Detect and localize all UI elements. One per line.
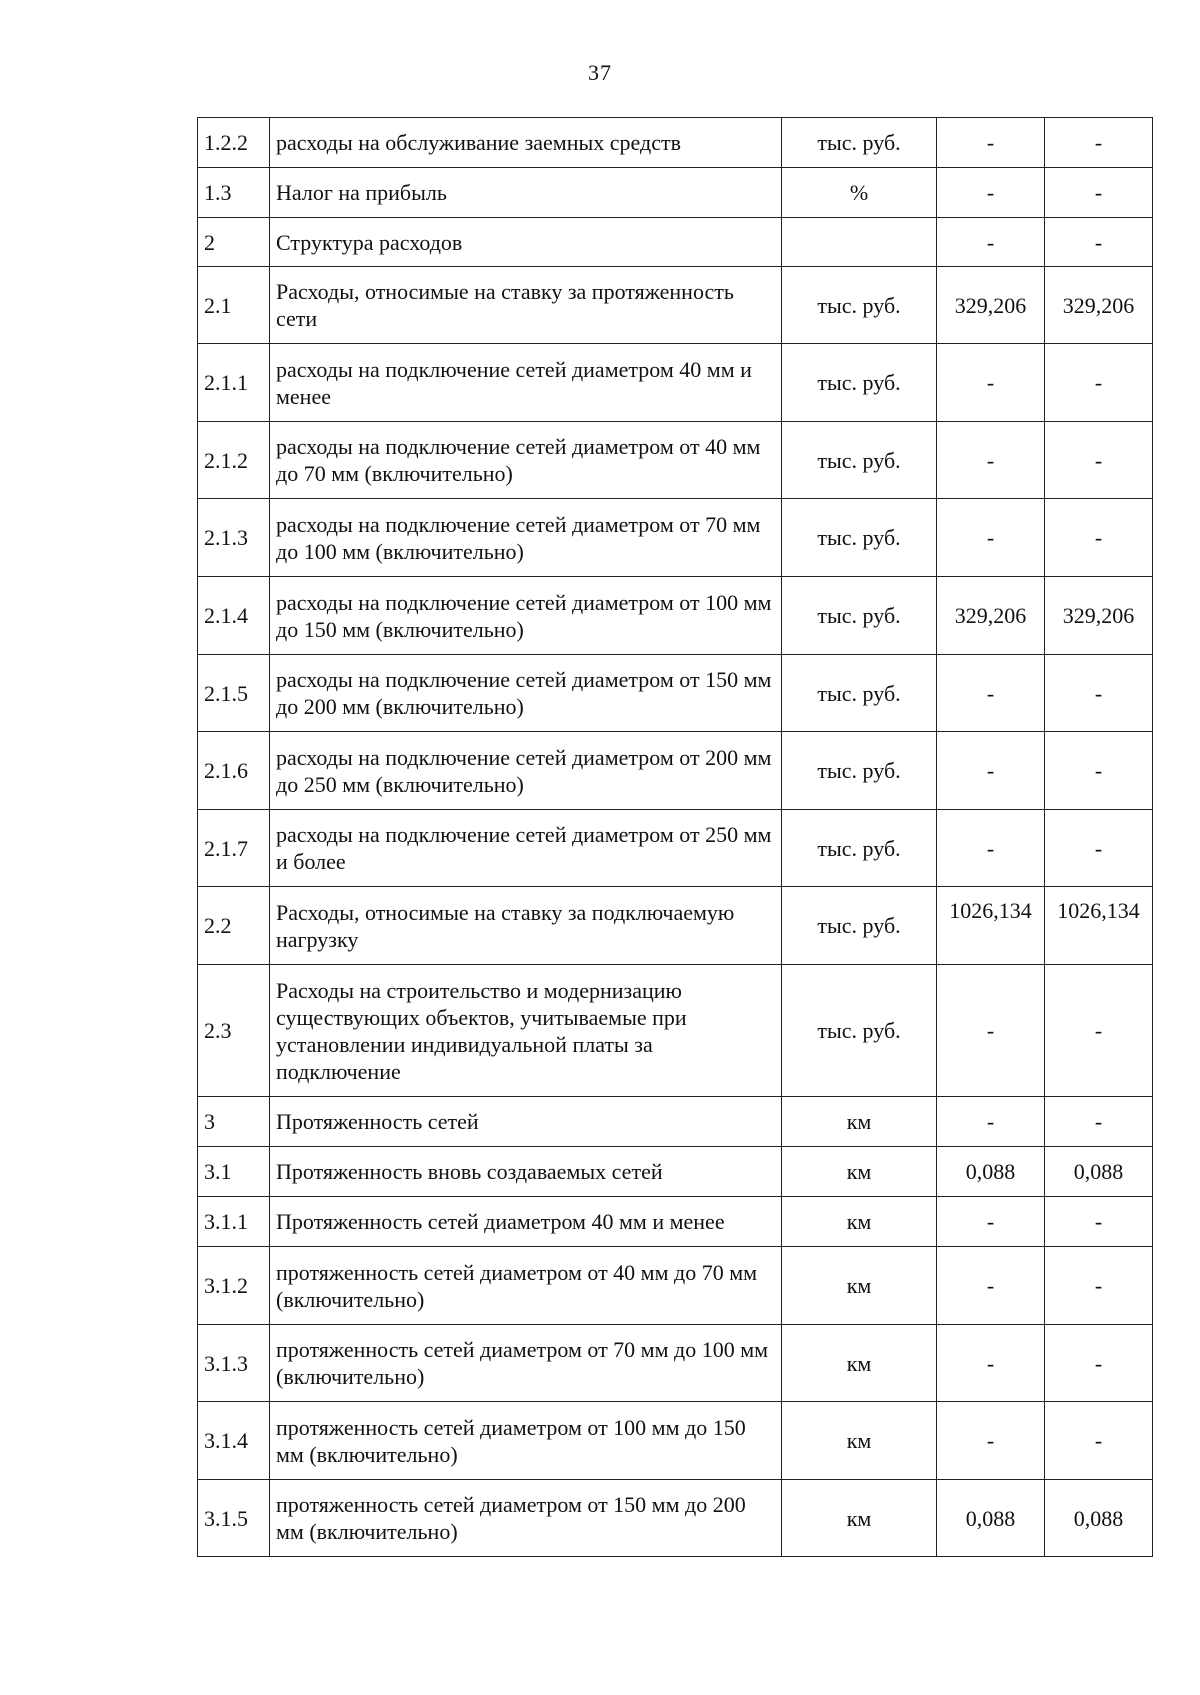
row-name-cell: расходы на подключение сетей диаметром от 150 мм до 200 мм (включительно) — [270, 655, 782, 732]
table-row — [198, 887, 1153, 965]
row-name-cell: Протяженность сетей диаметром 40 мм и менее — [270, 1197, 782, 1247]
row-value-2-cell: - — [1045, 1247, 1153, 1325]
row-number-cell: 2.1.4 — [198, 577, 270, 655]
row-value-1-cell: 329,206 — [937, 577, 1045, 655]
row-value-2-cell: - — [1045, 1402, 1153, 1480]
row-value-1-cell: - — [937, 1325, 1045, 1402]
row-name-cell: расходы на подключение сетей диаметром от 200 мм до 250 мм (включительно) — [270, 732, 782, 810]
row-unit-cell: тыс. руб. — [782, 965, 937, 1097]
row-value-1-cell: 0,088 — [937, 1480, 1045, 1557]
row-unit-cell: тыс. руб. — [782, 887, 937, 965]
table-row — [198, 422, 1153, 499]
row-value-2-cell: - — [1045, 1325, 1153, 1402]
row-unit-cell: тыс. руб. — [782, 655, 937, 732]
row-value-1-cell: - — [937, 422, 1045, 499]
table-row — [198, 732, 1153, 810]
row-name-cell: расходы на подключение сетей диаметром от 250 мм и более — [270, 810, 782, 887]
row-number-cell: 2 — [198, 218, 270, 267]
table-row — [198, 1147, 1153, 1197]
row-value-2-cell: - — [1045, 655, 1153, 732]
row-value-1-cell: 1026,134 — [937, 887, 1045, 965]
row-number-cell: 3.1.5 — [198, 1480, 270, 1557]
row-name-cell: протяженность сетей диаметром от 150 мм до 200 мм (включительно) — [270, 1480, 782, 1557]
row-number-cell: 2.1.1 — [198, 344, 270, 422]
row-value-1-cell: - — [937, 118, 1045, 168]
row-name-cell: протяженность сетей диаметром от 100 мм до 150 мм (включительно) — [270, 1402, 782, 1480]
row-unit-cell: км — [782, 1325, 937, 1402]
row-name-cell: Налог на прибыль — [270, 168, 782, 218]
row-value-1-cell: 0,088 — [937, 1147, 1045, 1197]
row-value-2-cell: - — [1045, 218, 1153, 267]
row-unit-cell: км — [782, 1147, 937, 1197]
table-row — [198, 810, 1153, 887]
row-name-cell: Расходы на строительство и модернизацию существующих объектов, учитываемые при установлении индивидуальной платы за подключение — [270, 965, 782, 1097]
row-value-1-cell: - — [937, 1197, 1045, 1247]
row-unit-cell: тыс. руб. — [782, 577, 937, 655]
table-row — [198, 168, 1153, 218]
table-row — [198, 1402, 1153, 1480]
row-value-2-cell: - — [1045, 118, 1153, 168]
row-name-cell: Расходы, относимые на ставку за протяженность сети — [270, 267, 782, 344]
row-value-2-cell: - — [1045, 810, 1153, 887]
row-unit-cell: км — [782, 1197, 937, 1247]
table-row — [198, 577, 1153, 655]
row-value-2-cell: - — [1045, 168, 1153, 218]
row-value-2-cell: - — [1045, 965, 1153, 1097]
table-row — [198, 655, 1153, 732]
row-number-cell: 3.1.3 — [198, 1325, 270, 1402]
table-row — [198, 1247, 1153, 1325]
row-value-2-cell: - — [1045, 732, 1153, 810]
row-number-cell: 3 — [198, 1097, 270, 1147]
row-unit-cell: тыс. руб. — [782, 118, 937, 168]
row-number-cell: 2.1.6 — [198, 732, 270, 810]
row-value-2-cell: 0,088 — [1045, 1480, 1153, 1557]
row-unit-cell: км — [782, 1097, 937, 1147]
row-value-2-cell: 0,088 — [1045, 1147, 1153, 1197]
row-number-cell: 2.1.5 — [198, 655, 270, 732]
row-name-cell: Структура расходов — [270, 218, 782, 267]
row-unit-cell: тыс. руб. — [782, 344, 937, 422]
row-value-2-cell: 329,206 — [1045, 267, 1153, 344]
table-row — [198, 267, 1153, 344]
row-unit-cell: км — [782, 1402, 937, 1480]
row-unit-cell: тыс. руб. — [782, 422, 937, 499]
row-unit-cell: тыс. руб. — [782, 732, 937, 810]
row-unit-cell: км — [782, 1480, 937, 1557]
row-value-2-cell: 329,206 — [1045, 577, 1153, 655]
row-value-2-cell: - — [1045, 422, 1153, 499]
row-number-cell: 2.2 — [198, 887, 270, 965]
row-number-cell: 2.1.2 — [198, 422, 270, 499]
row-name-cell: Расходы, относимые на ставку за подключаемую нагрузку — [270, 887, 782, 965]
row-value-1-cell: - — [937, 810, 1045, 887]
table-row — [198, 965, 1153, 1097]
row-value-2-cell: 1026,134 — [1045, 887, 1153, 965]
row-number-cell: 1.2.2 — [198, 118, 270, 168]
row-unit-cell: тыс. руб. — [782, 267, 937, 344]
row-name-cell: протяженность сетей диаметром от 40 мм до 70 мм (включительно) — [270, 1247, 782, 1325]
page-number: 37 — [588, 60, 612, 85]
table-row — [198, 218, 1153, 267]
row-value-2-cell: - — [1045, 499, 1153, 577]
row-value-1-cell: - — [937, 965, 1045, 1097]
table-row — [198, 1097, 1153, 1147]
row-unit-cell: тыс. руб. — [782, 810, 937, 887]
row-value-1-cell: - — [937, 1402, 1045, 1480]
row-name-cell: Протяженность сетей — [270, 1097, 782, 1147]
row-value-2-cell: - — [1045, 344, 1153, 422]
row-value-1-cell: - — [937, 1247, 1045, 1325]
row-number-cell: 3.1.2 — [198, 1247, 270, 1325]
row-name-cell: расходы на подключение сетей диаметром от 100 мм до 150 мм (включительно) — [270, 577, 782, 655]
row-unit-cell: тыс. руб. — [782, 499, 937, 577]
row-value-1-cell: - — [937, 344, 1045, 422]
row-name-cell: расходы на обслуживание заемных средств — [270, 118, 782, 168]
row-name-cell: Протяженность вновь создаваемых сетей — [270, 1147, 782, 1197]
row-value-1-cell: - — [937, 732, 1045, 810]
table-row — [198, 1197, 1153, 1247]
table-row — [198, 118, 1153, 168]
row-value-1-cell: - — [937, 218, 1045, 267]
table-body — [198, 118, 1153, 1557]
cost-structure-table — [197, 117, 1153, 1557]
row-number-cell: 2.1.3 — [198, 499, 270, 577]
row-value-1-cell: - — [937, 499, 1045, 577]
row-name-cell: протяженность сетей диаметром от 70 мм до 100 мм (включительно) — [270, 1325, 782, 1402]
row-number-cell: 3.1.4 — [198, 1402, 270, 1480]
row-value-1-cell: - — [937, 1097, 1045, 1147]
row-number-cell: 3.1 — [198, 1147, 270, 1197]
row-name-cell: расходы на подключение сетей диаметром от 40 мм до 70 мм (включительно) — [270, 422, 782, 499]
row-unit-cell — [782, 218, 937, 267]
table-row — [198, 344, 1153, 422]
row-value-1-cell: - — [937, 168, 1045, 218]
table-row — [198, 1480, 1153, 1557]
row-number-cell: 3.1.1 — [198, 1197, 270, 1247]
row-value-1-cell: 329,206 — [937, 267, 1045, 344]
row-unit-cell: % — [782, 168, 937, 218]
row-number-cell: 2.3 — [198, 965, 270, 1097]
row-number-cell: 2.1 — [198, 267, 270, 344]
row-value-1-cell: - — [937, 655, 1045, 732]
row-number-cell: 1.3 — [198, 168, 270, 218]
table-row — [198, 1325, 1153, 1402]
row-name-cell: расходы на подключение сетей диаметром 40 мм и менее — [270, 344, 782, 422]
row-number-cell: 2.1.7 — [198, 810, 270, 887]
row-unit-cell: км — [782, 1247, 937, 1325]
table-row — [198, 499, 1153, 577]
row-value-2-cell: - — [1045, 1097, 1153, 1147]
row-value-2-cell: - — [1045, 1197, 1153, 1247]
row-name-cell: расходы на подключение сетей диаметром от 70 мм до 100 мм (включительно) — [270, 499, 782, 577]
